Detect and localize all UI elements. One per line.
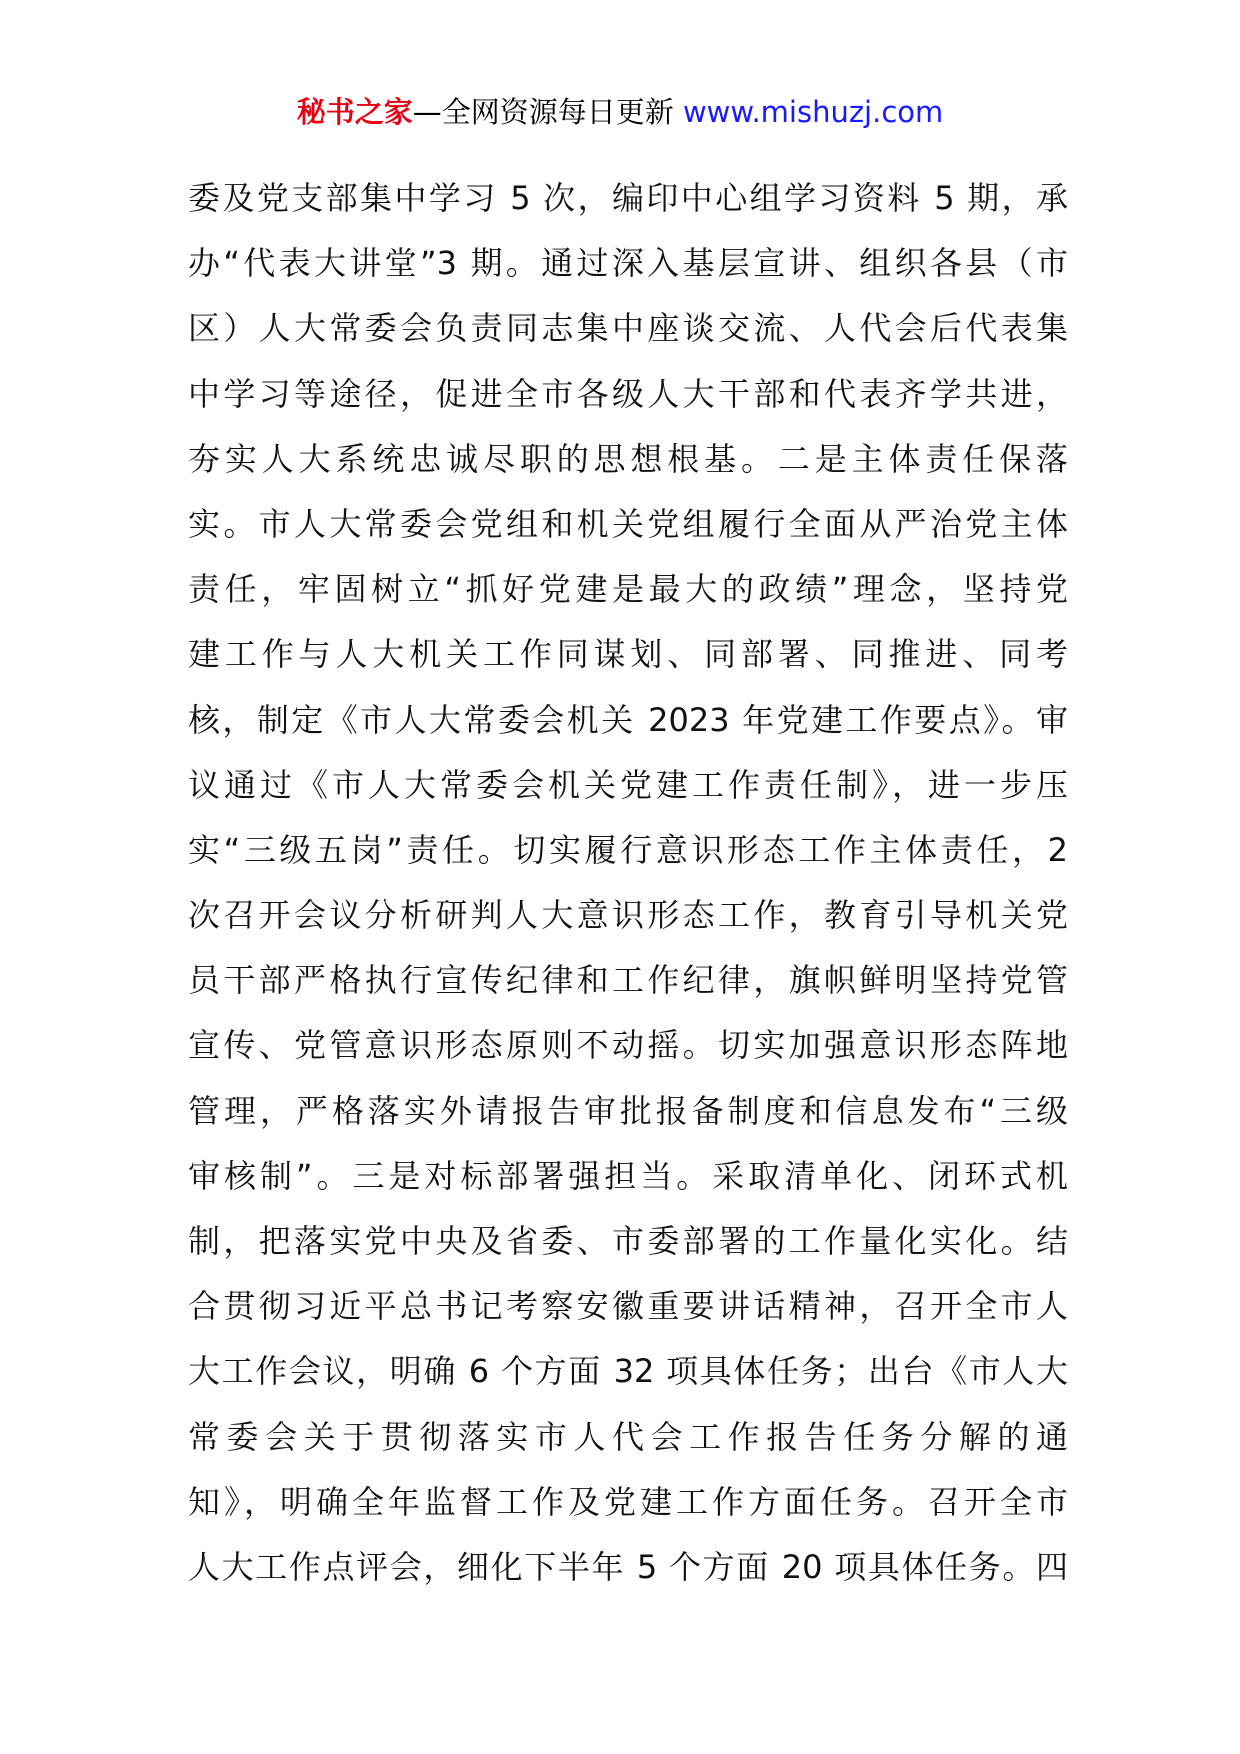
body-line: 审核制”。三是对标部署强担当。采取清单化、闭环式机 xyxy=(188,1156,1068,1195)
body-line: 建工作与人大机关工作同谋划、同部署、同推进、同考 xyxy=(188,635,1068,674)
document-body xyxy=(188,166,1068,1600)
body-line: 议通过《市人大常委会机关党建工作责任制》，进一步压 xyxy=(188,765,1068,804)
body-line: 人大工作点评会，细化下半年 5 个方面 20 项具体任务。四 xyxy=(188,1547,1068,1586)
body-line: 制，把落实党中央及省委、市委部署的工作量化实化。结 xyxy=(188,1222,1068,1260)
site-tagline: —全网资源每日更新 xyxy=(412,95,683,129)
body-line: 委及党支部集中学习 5 次，编印中心组学习资料 5 期，承 xyxy=(188,179,1068,217)
body-line: 实“三级五岗”责任。切实履行意识形态工作主体责任，2 xyxy=(188,830,1068,869)
body-line: 办“代表大讲堂”3 期。通过深入基层宣讲、组织各县（市 xyxy=(188,244,1068,283)
body-line: 责任，牢固树立“抓好党建是最大的政绩”理念，坚持党 xyxy=(188,570,1068,609)
body-line: 合贯彻习近平总书记考察安徽重要讲话精神，召开全市人 xyxy=(188,1287,1068,1326)
body-line: 员干部严格执行宣传纪律和工作纪律，旗帜鲜明坚持党管 xyxy=(188,961,1068,1000)
body-line: 区）人大常委会负责同志集中座谈交流、人代会后代表集 xyxy=(188,309,1068,348)
body-line: 常委会关于贯彻落实市人代会工作报告任务分解的通 xyxy=(188,1417,1068,1456)
body-line: 核，制定《市人大常委会机关 2023 年党建工作要点》。审 xyxy=(188,700,1068,739)
body-line: 实。市人大常委会党组和机关党组履行全面从严治党主体 xyxy=(188,504,1068,543)
body-line: 知》，明确全年监督工作及党建工作方面任务。召开全市 xyxy=(188,1482,1068,1521)
site-header xyxy=(0,92,1240,132)
body-line: 宣传、党管意识形态原则不动摇。切实加强意识形态阵地 xyxy=(188,1026,1068,1065)
site-brand: 秘书之家 xyxy=(296,95,413,129)
body-line: 夯实人大系统忠诚尽职的思想根基。二是主体责任保落 xyxy=(188,439,1068,478)
body-line: 管理，严格落实外请报告审批报备制度和信息发布“三级 xyxy=(188,1091,1068,1130)
body-line: 大工作会议，明确 6 个方面 32 项具体任务；出台《市人大 xyxy=(188,1352,1068,1391)
site-url-link[interactable]: www.mishuzj.com xyxy=(682,95,944,129)
body-line: 中学习等途径，促进全市各级人大干部和代表齐学共进， xyxy=(188,374,1068,413)
body-line: 次召开会议分析研判人大意识形态工作，教育引导机关党 xyxy=(188,896,1068,935)
